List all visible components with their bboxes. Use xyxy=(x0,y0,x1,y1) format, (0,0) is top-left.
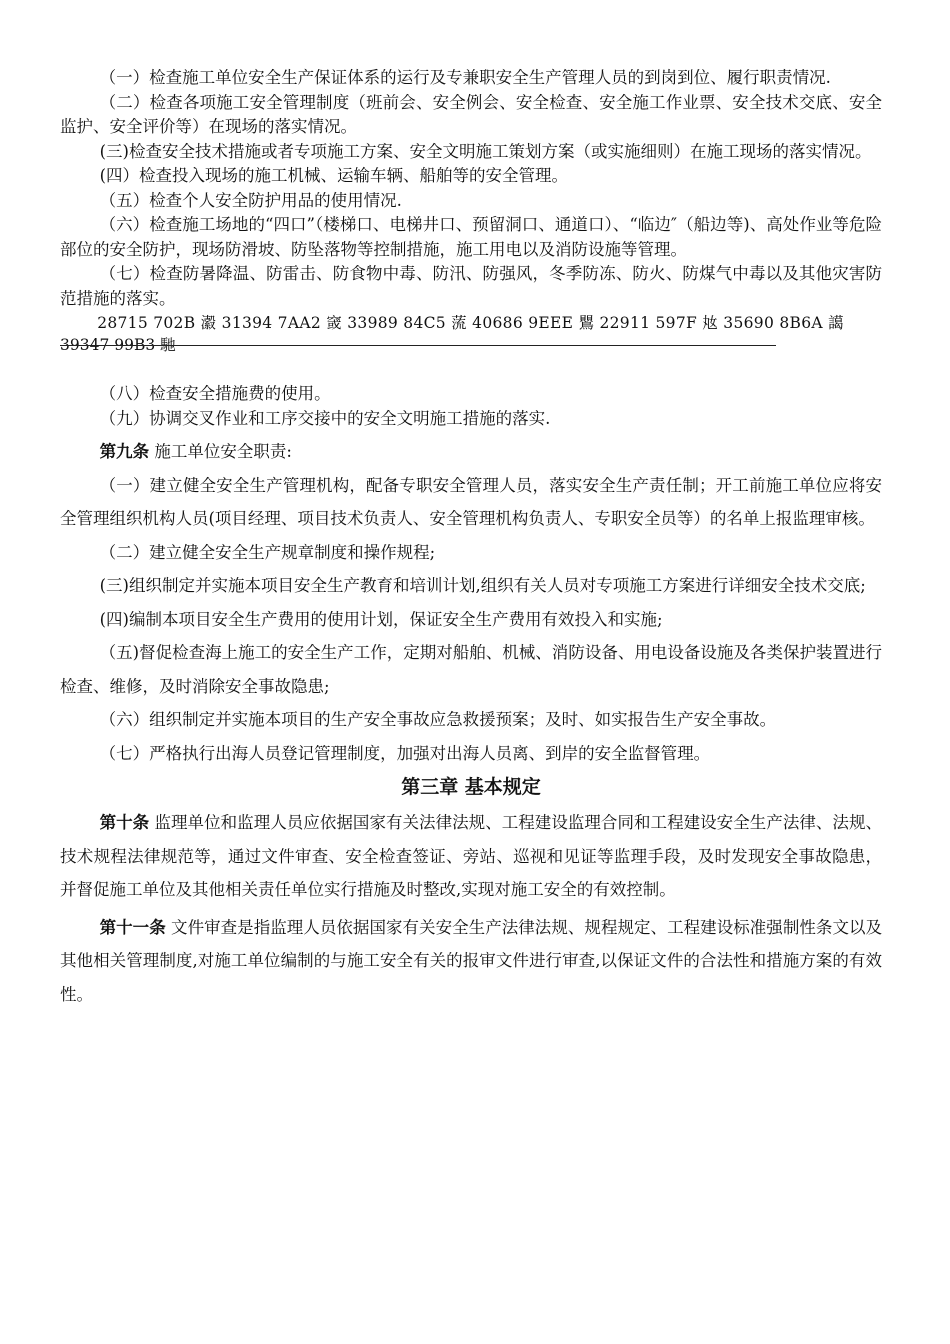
article-10-label: 第十条 xyxy=(99,813,150,832)
item-5: （五）检查个人安全防护用品的使用情况. xyxy=(99,190,402,210)
article-10-text: 监理单位和监理人员应依据国家有关法律法规、工程建设监理合同和工程建设安全生产法律、法规、技术规程法律规范等，通过文件审查、安全检查签证、旁站、巡视和见证等监理手段，及时发现安全事故隐患，并督促施工单位及其他相关责任单位实行措施及时整改,实现对施工安全的有效控制。 xyxy=(60,813,882,899)
duty-7: （七）严格执行出海人员登记管理制度，加强对出海人员离、到岸的安全监督管理。 xyxy=(99,743,711,763)
chapter-heading: 第三章 基本规定 xyxy=(401,776,541,798)
article-10 xyxy=(60,806,882,907)
duty-4: (四)编制本项目安全生产费用的使用计划，保证安全生产费用有效投入和实施; xyxy=(99,609,663,629)
item-6: （六）检查施工场地的“四口”（楼梯口、电梯井口、预留洞口、通道口）、“临边″（船边等)、高处作业等危险部位的安全防护，现场防滑坡、防坠落物等控制措施，施工用电以及消防设施等管理。 xyxy=(60,215,882,259)
strike-line xyxy=(60,345,776,346)
item-2: （二）检查各项施工安全管理制度（班前会、安全例会、安全检查、安全施工作业票、安全技术交底、安全监护、安全评价等）在现场的落实情况。 xyxy=(60,92,882,136)
duty-6: （六）组织制定并实施本项目的生产安全事故应急救援预案；及时、如实报告生产安全事故。 xyxy=(99,710,777,729)
spacer xyxy=(60,354,882,382)
item-8: （八）检查安全措施费的使用。 xyxy=(99,384,331,403)
article-9-label: 第九条 xyxy=(99,442,150,461)
duty-1: （一）建立健全安全生产管理机构，配备专职安全管理人员，落实安全生产责任制；开工前施工单位应将安全管理组织机构人员(项目经理、项目技术负责人、安全管理机构负责人、专职安全员等）的名单上报监理审核。 xyxy=(60,475,882,528)
article-11-label: 第十一条 xyxy=(99,917,166,937)
item-3: (三)检查安全技术措施或者专项施工方案、安全文明施工策划方案（或实施细则）在施工现场的落实情况。 xyxy=(99,141,872,161)
article-9-text: 施工单位安全职责: xyxy=(154,442,292,461)
item-7: （七）检查防暑降温、防雷击、防食物中毒、防汛、防强风，冬季防冻、防火、防煤气中毒以及其他灾害防范措施的落实。 xyxy=(60,264,882,308)
item-1: （一）检查施工单位安全生产保证体系的运行及专兼职安全生产管理人员的到岗到位、履行职责情况. xyxy=(99,68,831,87)
article-11-text: 文件审查是指监理人员依据国家有关安全生产法律法规、规程规定、工程建设标准强制性条文以及其他相关管理制度,对施工单位编制的与施工安全有关的报审文件进行审查,以保证文件的合法性和措施方案的有效性。 xyxy=(60,917,883,1004)
item-9: （九）协调交叉作业和工序交接中的安全文明施工措施的落实. xyxy=(99,408,551,428)
duty-3: (三)组织制定并实施本项目安全生产教育和培训计划,组织有关人员对专项施工方案进行详细安全技术交底; xyxy=(99,576,866,595)
item-4: (四）检查投入现场的施工机械、运输车辆、船舶等的安全管理。 xyxy=(99,166,569,185)
document-page xyxy=(60,66,882,1011)
article-9 xyxy=(60,435,882,469)
article-11 xyxy=(60,911,882,1012)
code-line-2: 39347 99B3 馳 xyxy=(60,336,176,354)
duty-5: （五)督促检查海上施工的安全生产工作，定期对船舶、机械、消防设备、用电设备设施及各类保护装置进行检查、维修，及时消除安全事故隐患; xyxy=(60,643,882,696)
code-line-1: 28715 702B 瀫 31394 7AA2 窢 33989 84C5 蓅 40686 9EEE 鸎 22911 597F 奿 35690 8B6A 譪 xyxy=(97,314,844,332)
duty-2: （二）建立健全安全生产规章制度和操作规程; xyxy=(99,542,436,562)
code-line-2-wrap xyxy=(60,336,882,354)
